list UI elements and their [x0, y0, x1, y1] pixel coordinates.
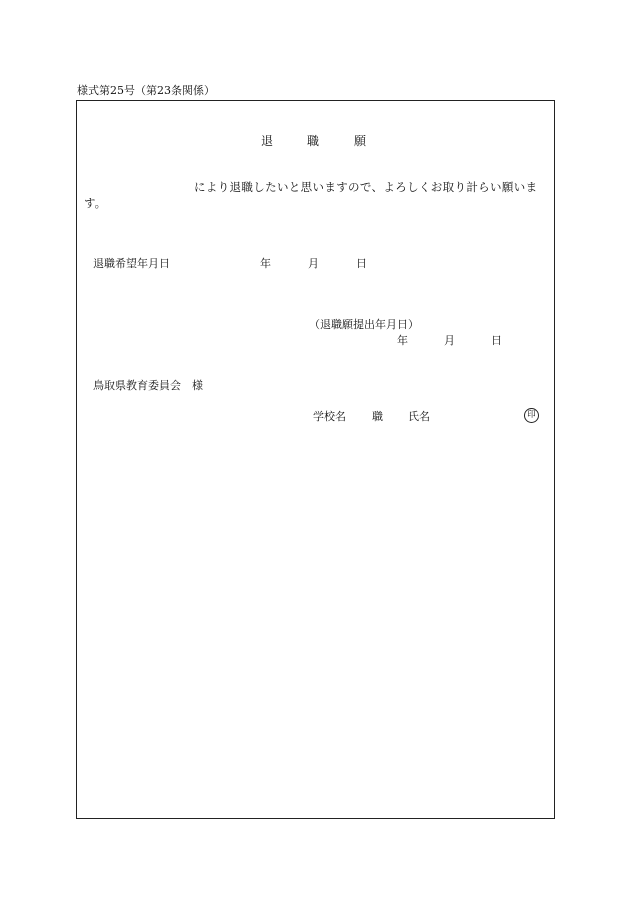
desired-date-year: 年	[260, 257, 271, 270]
submission-date-day: 日	[491, 334, 502, 347]
document-title-char-2: 職	[307, 134, 320, 148]
submission-date-label: （退職願提出年月日）	[309, 318, 419, 331]
addressee: 鳥取県教育委員会 様	[93, 379, 203, 392]
name-label: 氏名	[408, 410, 430, 423]
submission-date-year: 年	[397, 334, 408, 347]
request-text-line-2: す。	[84, 196, 107, 210]
desired-date-month: 月	[308, 257, 319, 270]
desired-date-label: 退職希望年月日	[93, 257, 170, 270]
request-text-line-1: により退職したいと思いますので、よろしくお取り計らい願いま	[194, 180, 538, 194]
school-name-label: 学校名	[313, 410, 346, 423]
form-frame	[76, 100, 555, 819]
submission-date-month: 月	[444, 334, 455, 347]
document-title-char-3: 願	[354, 134, 367, 148]
document-title-char-1: 退	[261, 134, 274, 148]
form-number-label: 様式第25号（第23条関係）	[77, 84, 215, 97]
position-label: 職	[372, 410, 383, 423]
desired-date-day: 日	[356, 257, 367, 270]
seal-mark: 印	[524, 408, 539, 423]
